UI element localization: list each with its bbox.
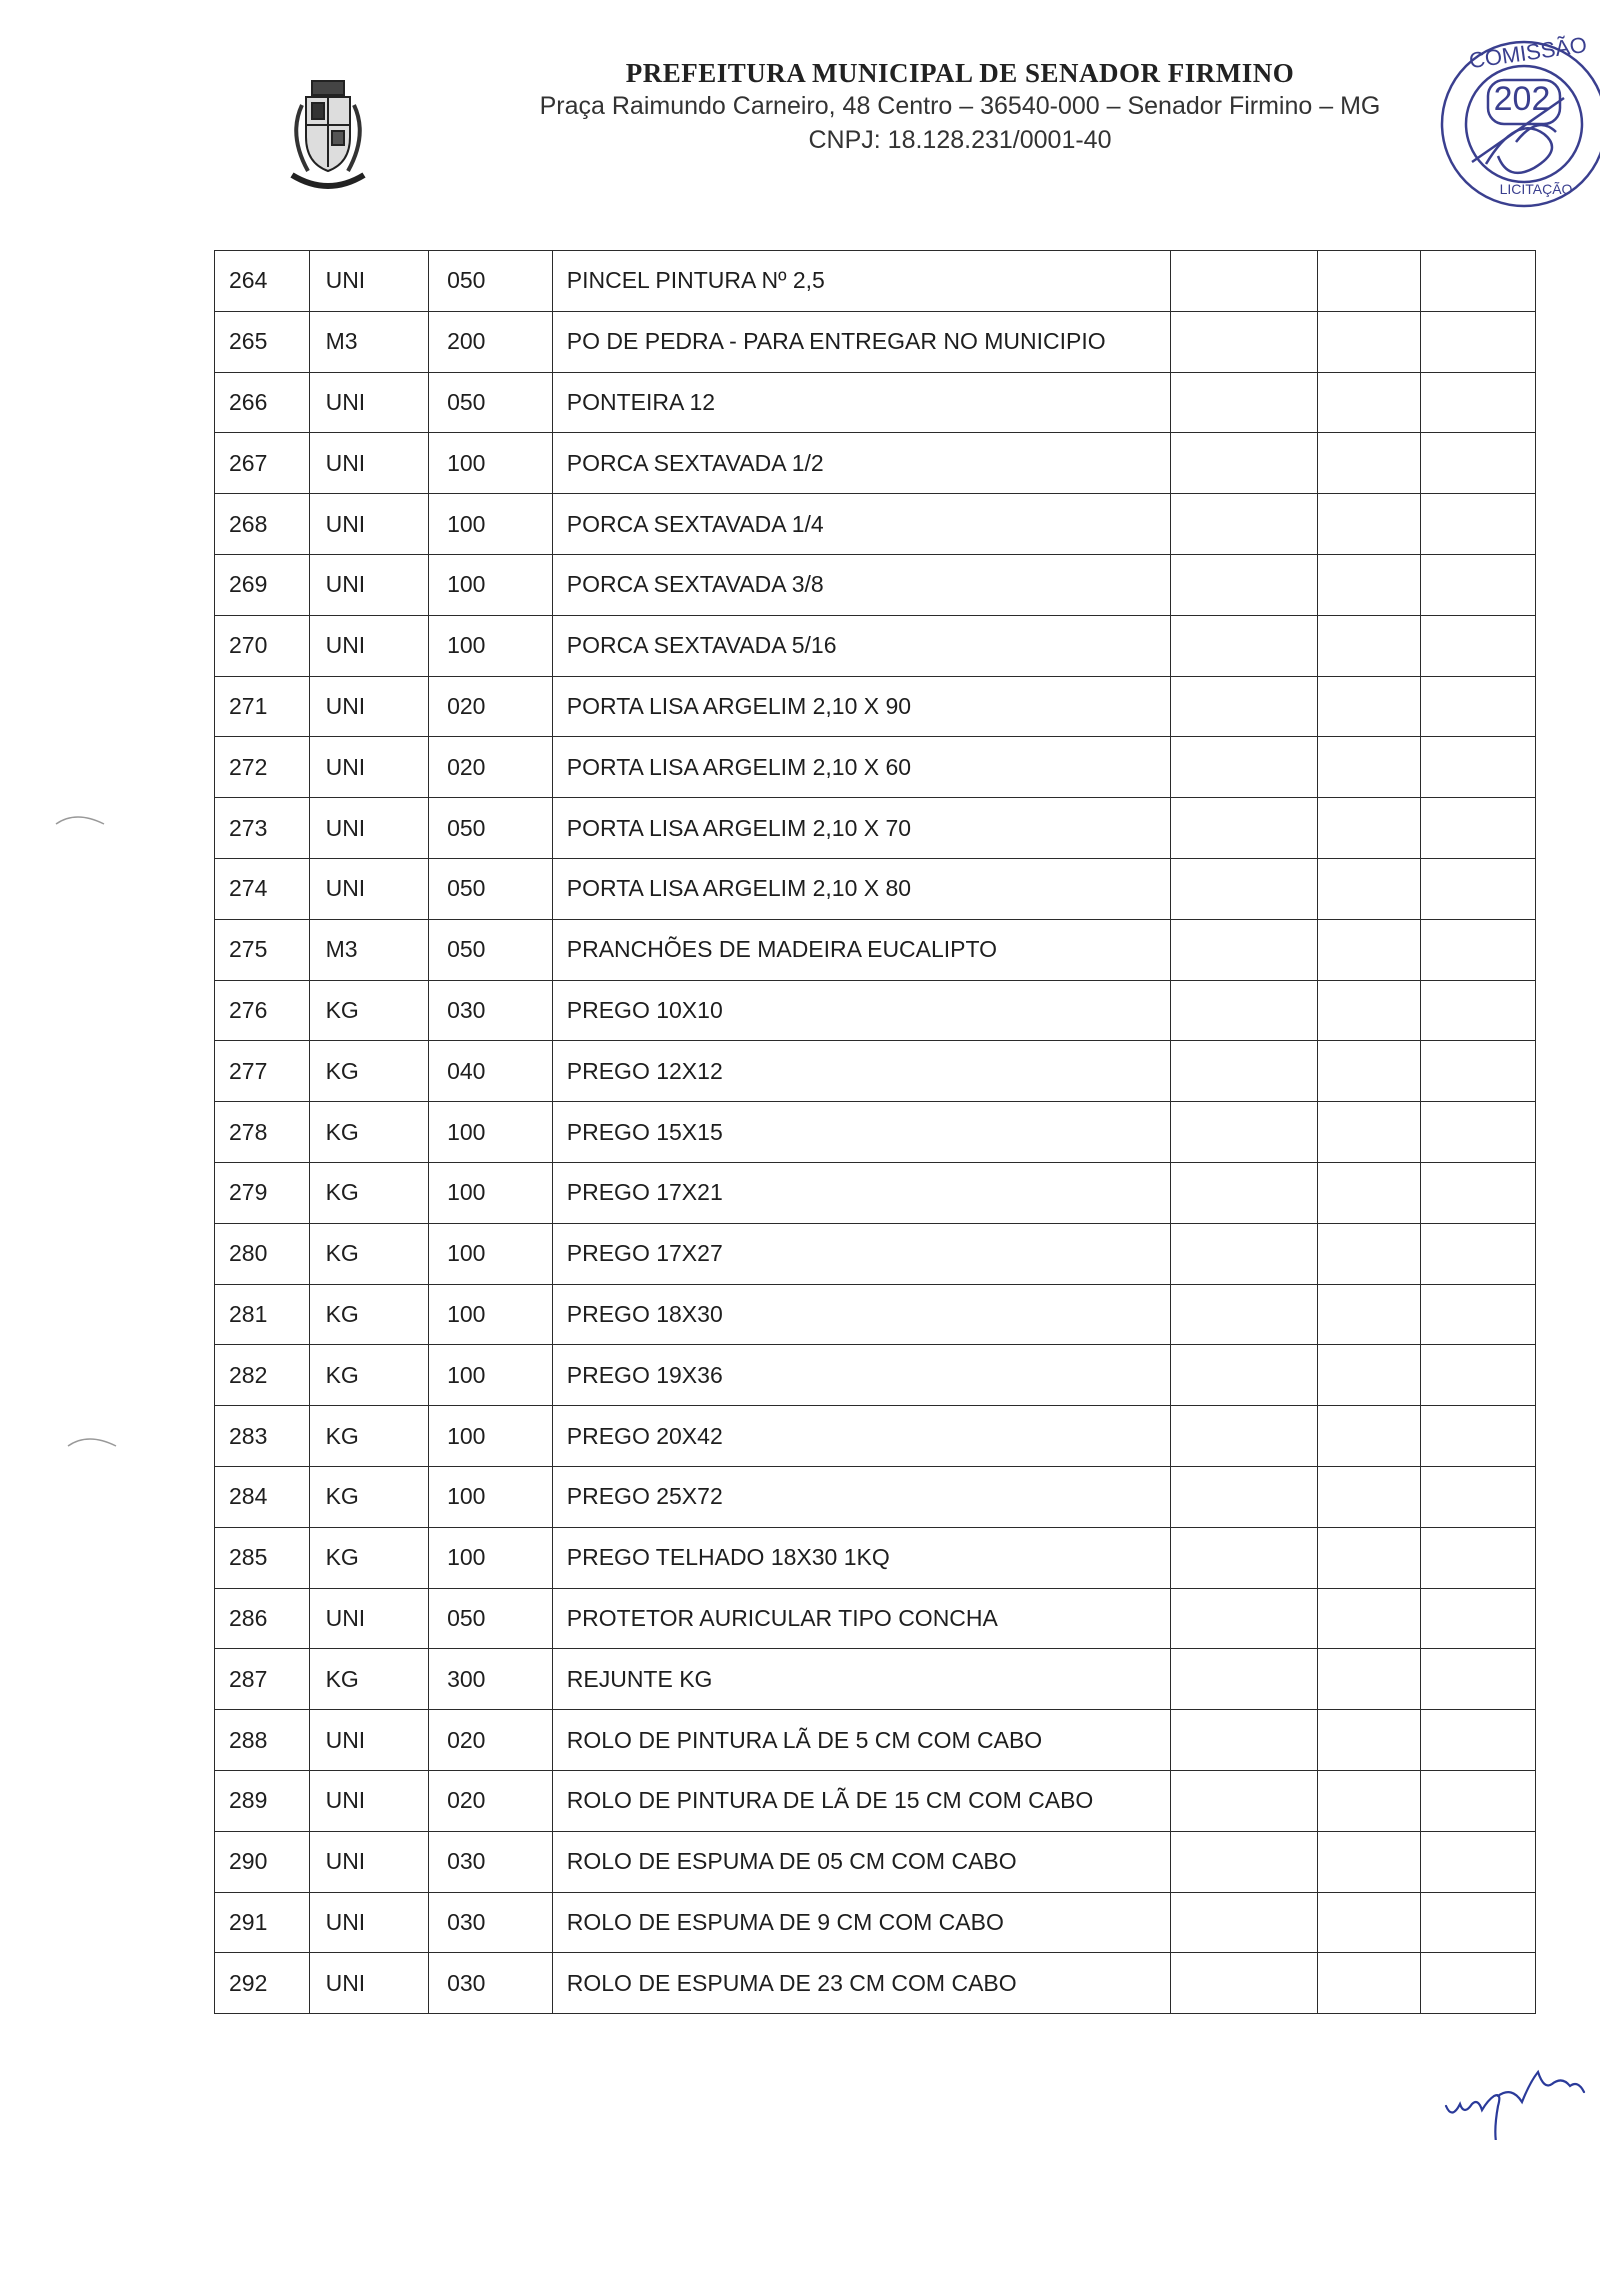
item-number: 283: [215, 1406, 310, 1467]
empty-price-cell-2: [1317, 372, 1420, 433]
empty-price-cell-2: [1317, 1162, 1420, 1223]
empty-price-cell-1: [1171, 858, 1318, 919]
empty-price-cell-3: [1420, 1345, 1535, 1406]
seal-top-text: COMISSÃO: [1467, 31, 1589, 74]
table-row: [215, 1527, 1536, 1588]
description-cell: PREGO 17X21: [552, 1162, 1170, 1223]
table-row: [215, 798, 1536, 859]
municipal-crest-icon: [282, 75, 374, 197]
quantity-cell: 100: [429, 1527, 553, 1588]
empty-price-cell-3: [1420, 737, 1535, 798]
empty-price-cell-3: [1420, 1284, 1535, 1345]
unit-cell: UNI: [309, 433, 429, 494]
scan-mark: [52, 808, 112, 830]
description-cell: PREGO 12X12: [552, 1041, 1170, 1102]
item-number: 276: [215, 980, 310, 1041]
empty-price-cell-3: [1420, 676, 1535, 737]
unit-cell: UNI: [309, 1710, 429, 1771]
quantity-cell: 030: [429, 1831, 553, 1892]
quantity-cell: 020: [429, 737, 553, 798]
quantity-cell: 100: [429, 1284, 553, 1345]
quantity-cell: 020: [429, 676, 553, 737]
empty-price-cell-1: [1171, 1406, 1318, 1467]
quantity-cell: 050: [429, 798, 553, 859]
seal-bottom-text: LICITAÇÃO: [1499, 181, 1573, 197]
empty-price-cell-1: [1171, 554, 1318, 615]
description-cell: PREGO TELHADO 18X30 1KQ: [552, 1527, 1170, 1588]
item-number: 287: [215, 1649, 310, 1710]
description-cell: PORCA SEXTAVADA 1/4: [552, 494, 1170, 555]
unit-cell: M3: [309, 919, 429, 980]
page-header: [0, 0, 1600, 240]
table-row: [215, 980, 1536, 1041]
empty-price-cell-3: [1420, 798, 1535, 859]
empty-price-cell-1: [1171, 919, 1318, 980]
empty-price-cell-3: [1420, 1588, 1535, 1649]
description-cell: PREGO 18X30: [552, 1284, 1170, 1345]
item-number: 272: [215, 737, 310, 798]
quantity-cell: 050: [429, 251, 553, 312]
description-cell: PORCA SEXTAVADA 3/8: [552, 554, 1170, 615]
table-row: [215, 1466, 1536, 1527]
item-number: 286: [215, 1588, 310, 1649]
item-number: 281: [215, 1284, 310, 1345]
empty-price-cell-1: [1171, 311, 1318, 372]
empty-price-cell-3: [1420, 919, 1535, 980]
empty-price-cell-2: [1317, 1892, 1420, 1953]
item-number: 264: [215, 251, 310, 312]
empty-price-cell-2: [1317, 433, 1420, 494]
empty-price-cell-1: [1171, 1892, 1318, 1953]
empty-price-cell-3: [1420, 1102, 1535, 1163]
empty-price-cell-1: [1171, 494, 1318, 555]
unit-cell: KG: [309, 1162, 429, 1223]
empty-price-cell-3: [1420, 980, 1535, 1041]
table-row: [215, 372, 1536, 433]
empty-price-cell-3: [1420, 1527, 1535, 1588]
item-number: 266: [215, 372, 310, 433]
description-cell: PORTA LISA ARGELIM 2,10 X 90: [552, 676, 1170, 737]
scan-mark: [64, 1430, 124, 1452]
empty-price-cell-3: [1420, 311, 1535, 372]
table-row: [215, 615, 1536, 676]
empty-price-cell-3: [1420, 1041, 1535, 1102]
empty-price-cell-2: [1317, 798, 1420, 859]
unit-cell: KG: [309, 1102, 429, 1163]
unit-cell: KG: [309, 1345, 429, 1406]
empty-price-cell-2: [1317, 251, 1420, 312]
table-row: [215, 1345, 1536, 1406]
description-cell: PREGO 10X10: [552, 980, 1170, 1041]
quantity-cell: 050: [429, 858, 553, 919]
description-cell: PREGO 17X27: [552, 1223, 1170, 1284]
empty-price-cell-2: [1317, 1102, 1420, 1163]
seal-number: 202: [1493, 80, 1551, 118]
empty-price-cell-2: [1317, 1345, 1420, 1406]
unit-cell: UNI: [309, 1892, 429, 1953]
unit-cell: UNI: [309, 798, 429, 859]
unit-cell: KG: [309, 1527, 429, 1588]
empty-price-cell-1: [1171, 1953, 1318, 2014]
empty-price-cell-3: [1420, 494, 1535, 555]
empty-price-cell-3: [1420, 1466, 1535, 1527]
description-cell: PREGO 20X42: [552, 1406, 1170, 1467]
commission-seal-stamp: [1424, 14, 1600, 244]
description-cell: PROTETOR AURICULAR TIPO CONCHA: [552, 1588, 1170, 1649]
empty-price-cell-1: [1171, 372, 1318, 433]
description-cell: PO DE PEDRA - PARA ENTREGAR NO MUNICIPIO: [552, 311, 1170, 372]
empty-price-cell-1: [1171, 1284, 1318, 1345]
unit-cell: KG: [309, 1406, 429, 1467]
quantity-cell: 300: [429, 1649, 553, 1710]
description-cell: ROLO DE ESPUMA DE 05 CM COM CABO: [552, 1831, 1170, 1892]
description-cell: PORTA LISA ARGELIM 2,10 X 80: [552, 858, 1170, 919]
item-number: 265: [215, 311, 310, 372]
empty-price-cell-3: [1420, 251, 1535, 312]
table-row: [215, 1953, 1536, 2014]
empty-price-cell-2: [1317, 1041, 1420, 1102]
unit-cell: UNI: [309, 1588, 429, 1649]
empty-price-cell-1: [1171, 1345, 1318, 1406]
quantity-cell: 100: [429, 554, 553, 615]
description-cell: ROLO DE ESPUMA DE 23 CM COM CABO: [552, 1953, 1170, 2014]
table-row: [215, 1041, 1536, 1102]
table-row: [215, 858, 1536, 919]
item-number: 288: [215, 1710, 310, 1771]
empty-price-cell-2: [1317, 554, 1420, 615]
table-row: [215, 1588, 1536, 1649]
organization-address: Praça Raimundo Carneiro, 48 Centro – 36540-000 – Senador Firmino – MG: [539, 92, 1381, 120]
empty-price-cell-3: [1420, 1406, 1535, 1467]
unit-cell: KG: [309, 1649, 429, 1710]
unit-cell: UNI: [309, 554, 429, 615]
empty-price-cell-1: [1171, 676, 1318, 737]
empty-price-cell-1: [1171, 798, 1318, 859]
empty-price-cell-2: [1317, 1831, 1420, 1892]
quantity-cell: 100: [429, 1466, 553, 1527]
unit-cell: UNI: [309, 372, 429, 433]
table-row: [215, 737, 1536, 798]
quantity-cell: 050: [429, 372, 553, 433]
empty-price-cell-2: [1317, 1710, 1420, 1771]
quantity-cell: 100: [429, 1223, 553, 1284]
table-row: [215, 494, 1536, 555]
item-number: 273: [215, 798, 310, 859]
quantity-cell: 050: [429, 919, 553, 980]
quantity-cell: 100: [429, 615, 553, 676]
table-row: [215, 1649, 1536, 1710]
empty-price-cell-1: [1171, 1710, 1318, 1771]
empty-price-cell-1: [1171, 1527, 1318, 1588]
empty-price-cell-1: [1171, 1770, 1318, 1831]
empty-price-cell-1: [1171, 1162, 1318, 1223]
unit-cell: UNI: [309, 1831, 429, 1892]
quantity-cell: 030: [429, 980, 553, 1041]
empty-price-cell-3: [1420, 554, 1535, 615]
empty-price-cell-3: [1420, 1649, 1535, 1710]
unit-cell: UNI: [309, 1770, 429, 1831]
unit-cell: UNI: [309, 1953, 429, 2014]
unit-cell: KG: [309, 980, 429, 1041]
empty-price-cell-3: [1420, 372, 1535, 433]
quantity-cell: 050: [429, 1588, 553, 1649]
item-number: 290: [215, 1831, 310, 1892]
table-row: [215, 1223, 1536, 1284]
empty-price-cell-1: [1171, 1223, 1318, 1284]
table-row: [215, 1770, 1536, 1831]
item-number: 269: [215, 554, 310, 615]
table-row: [215, 676, 1536, 737]
item-number: 284: [215, 1466, 310, 1527]
empty-price-cell-3: [1420, 433, 1535, 494]
table-row: [215, 311, 1536, 372]
description-cell: ROLO DE PINTURA DE LÃ DE 15 CM COM CABO: [552, 1770, 1170, 1831]
item-number: 280: [215, 1223, 310, 1284]
empty-price-cell-2: [1317, 980, 1420, 1041]
empty-price-cell-1: [1171, 1466, 1318, 1527]
item-number: 285: [215, 1527, 310, 1588]
description-cell: PINCEL PINTURA Nº 2,5: [552, 251, 1170, 312]
organization-name: PREFEITURA MUNICIPAL DE SENADOR FIRMINO: [625, 58, 1295, 88]
description-cell: PONTEIRA 12: [552, 372, 1170, 433]
description-cell: PORCA SEXTAVADA 1/2: [552, 433, 1170, 494]
empty-price-cell-3: [1420, 1770, 1535, 1831]
item-number: 268: [215, 494, 310, 555]
quantity-cell: 100: [429, 1406, 553, 1467]
organization-cnpj: CNPJ: 18.128.231/0001-40: [808, 126, 1112, 154]
empty-price-cell-3: [1420, 858, 1535, 919]
item-number: 277: [215, 1041, 310, 1102]
unit-cell: KG: [309, 1466, 429, 1527]
empty-price-cell-1: [1171, 1649, 1318, 1710]
quantity-cell: 020: [429, 1770, 553, 1831]
empty-price-cell-2: [1317, 858, 1420, 919]
empty-price-cell-2: [1317, 1953, 1420, 2014]
table-row: [215, 1284, 1536, 1345]
table-row: [215, 1162, 1536, 1223]
empty-price-cell-3: [1420, 1953, 1535, 2014]
empty-price-cell-2: [1317, 1770, 1420, 1831]
item-number: 289: [215, 1770, 310, 1831]
unit-cell: UNI: [309, 251, 429, 312]
empty-price-cell-2: [1317, 1588, 1420, 1649]
empty-price-cell-2: [1317, 494, 1420, 555]
item-number: 291: [215, 1892, 310, 1953]
empty-price-cell-2: [1317, 1284, 1420, 1345]
empty-price-cell-2: [1317, 615, 1420, 676]
empty-price-cell-3: [1420, 615, 1535, 676]
unit-cell: UNI: [309, 737, 429, 798]
quantity-cell: 100: [429, 1102, 553, 1163]
empty-price-cell-1: [1171, 251, 1318, 312]
unit-cell: UNI: [309, 858, 429, 919]
unit-cell: UNI: [309, 676, 429, 737]
empty-price-cell-2: [1317, 919, 1420, 980]
unit-cell: KG: [309, 1041, 429, 1102]
empty-price-cell-1: [1171, 433, 1318, 494]
quantity-cell: 030: [429, 1892, 553, 1953]
empty-price-cell-1: [1171, 980, 1318, 1041]
items-table: [214, 250, 1536, 2014]
empty-price-cell-3: [1420, 1162, 1535, 1223]
description-cell: PORCA SEXTAVADA 5/16: [552, 615, 1170, 676]
item-number: 274: [215, 858, 310, 919]
description-cell: ROLO DE ESPUMA DE 9 CM COM CABO: [552, 1892, 1170, 1953]
item-number: 282: [215, 1345, 310, 1406]
description-cell: PORTA LISA ARGELIM 2,10 X 70: [552, 798, 1170, 859]
table-row: [215, 1831, 1536, 1892]
empty-price-cell-1: [1171, 737, 1318, 798]
empty-price-cell-2: [1317, 1466, 1420, 1527]
item-number: 278: [215, 1102, 310, 1163]
empty-price-cell-1: [1171, 615, 1318, 676]
table-row: [215, 1710, 1536, 1771]
empty-price-cell-3: [1420, 1710, 1535, 1771]
empty-price-cell-2: [1317, 676, 1420, 737]
quantity-cell: 100: [429, 433, 553, 494]
empty-price-cell-3: [1420, 1223, 1535, 1284]
table-row: [215, 919, 1536, 980]
quantity-cell: 100: [429, 1345, 553, 1406]
empty-price-cell-1: [1171, 1041, 1318, 1102]
empty-price-cell-2: [1317, 1223, 1420, 1284]
quantity-cell: 040: [429, 1041, 553, 1102]
empty-price-cell-1: [1171, 1102, 1318, 1163]
description-cell: PREGO 25X72: [552, 1466, 1170, 1527]
empty-price-cell-1: [1171, 1588, 1318, 1649]
empty-price-cell-2: [1317, 1649, 1420, 1710]
table-row: [215, 1406, 1536, 1467]
quantity-cell: 200: [429, 311, 553, 372]
empty-price-cell-2: [1317, 1406, 1420, 1467]
quantity-cell: 100: [429, 494, 553, 555]
quantity-cell: 100: [429, 1162, 553, 1223]
unit-cell: UNI: [309, 615, 429, 676]
table-row: [215, 251, 1536, 312]
item-number: 271: [215, 676, 310, 737]
empty-price-cell-3: [1420, 1892, 1535, 1953]
description-cell: PREGO 19X36: [552, 1345, 1170, 1406]
table-row: [215, 1102, 1536, 1163]
items-table-container: [214, 250, 1536, 2014]
empty-price-cell-3: [1420, 1831, 1535, 1892]
quantity-cell: 020: [429, 1710, 553, 1771]
items-table-body: [215, 251, 1536, 2014]
unit-cell: KG: [309, 1284, 429, 1345]
unit-cell: UNI: [309, 494, 429, 555]
item-number: 267: [215, 433, 310, 494]
table-row: [215, 554, 1536, 615]
item-number: 292: [215, 1953, 310, 2014]
empty-price-cell-1: [1171, 1831, 1318, 1892]
quantity-cell: 030: [429, 1953, 553, 2014]
empty-price-cell-2: [1317, 311, 1420, 372]
empty-price-cell-2: [1317, 737, 1420, 798]
table-row: [215, 433, 1536, 494]
description-cell: PREGO 15X15: [552, 1102, 1170, 1163]
description-cell: PRANCHÕES DE MADEIRA EUCALIPTO: [552, 919, 1170, 980]
empty-price-cell-2: [1317, 1527, 1420, 1588]
description-cell: REJUNTE KG: [552, 1649, 1170, 1710]
item-number: 279: [215, 1162, 310, 1223]
unit-cell: KG: [309, 1223, 429, 1284]
handwritten-signature: [1440, 2060, 1600, 2140]
unit-cell: M3: [309, 311, 429, 372]
item-number: 270: [215, 615, 310, 676]
table-row: [215, 1892, 1536, 1953]
item-number: 275: [215, 919, 310, 980]
description-cell: PORTA LISA ARGELIM 2,10 X 60: [552, 737, 1170, 798]
description-cell: ROLO DE PINTURA LÃ DE 5 CM COM CABO: [552, 1710, 1170, 1771]
